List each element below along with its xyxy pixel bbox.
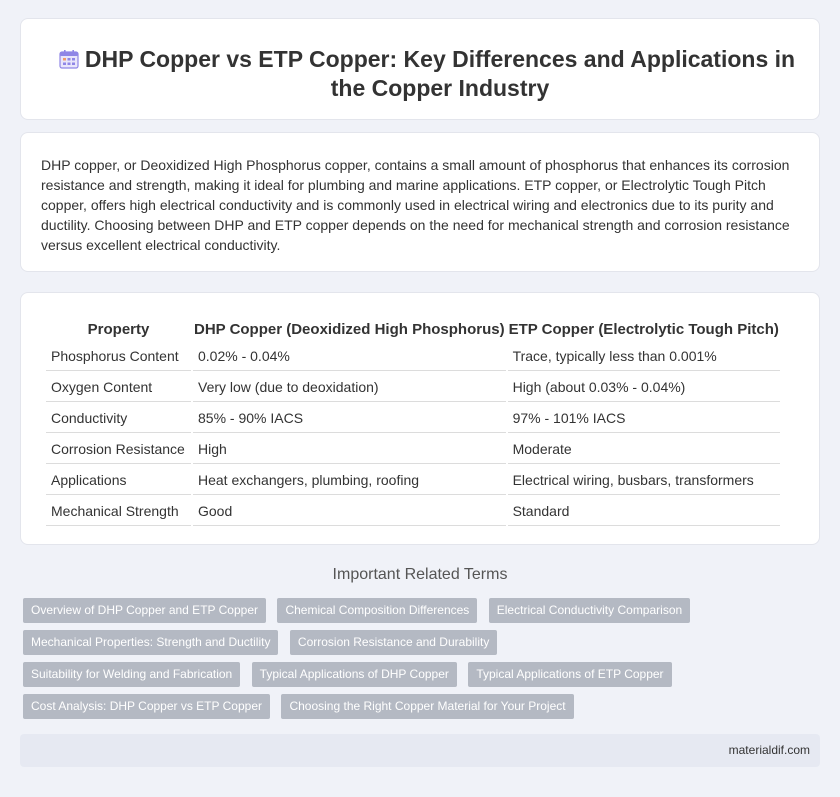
table-cell: Trace, typically less than 0.001%: [508, 342, 780, 371]
table-cell: 85% - 90% IACS: [193, 404, 506, 433]
page-title: DHP Copper vs ETP Copper: Key Differences and Applications in the Copper Industry: [84, 46, 796, 101]
table-cell: Heat exchangers, plumbing, roofing: [193, 466, 506, 495]
table-cell: High (about 0.03% - 0.04%): [508, 373, 780, 402]
table-row: [46, 404, 780, 433]
related-term-tag[interactable]: Suitability for Welding and Fabrication: [23, 662, 240, 687]
intro-paragraph: DHP copper, or Deoxidized High Phosphorus copper, contains a small amount of phosphorus that enhances its corrosion resistance and strength, making it ideal for plumbing and marine applications. ETP copper, or Electrolytic Tough Pitch copper, offers high electrical conductivity and is commonly used in electrical wiring and electronics due to its purity and ductility. Choosing between DHP and ETP copper depends on the need for mechanical strength and corrosion resistance versus excellent electrical conductivity.: [41, 157, 790, 253]
table-row: [46, 435, 780, 464]
header-card: [20, 18, 820, 120]
footer: [20, 734, 820, 767]
table-row: [46, 342, 780, 371]
header-etp: ETP Copper (Electrolytic Tough Pitch): [508, 321, 779, 338]
table-cell: Mechanical Strength: [46, 497, 191, 526]
related-term-tag[interactable]: Typical Applications of ETP Copper: [468, 662, 671, 687]
table-cell: Oxygen Content: [46, 373, 191, 402]
table-row: [46, 373, 780, 402]
header-dhp: DHP Copper (Deoxidized High Phosphorus): [194, 321, 505, 338]
related-term-tag[interactable]: Cost Analysis: DHP Copper vs ETP Copper: [23, 694, 270, 719]
table-cell: Phosphorus Content: [46, 342, 191, 371]
table-cell: 97% - 101% IACS: [508, 404, 780, 433]
table-cell: Very low (due to deoxidation): [193, 373, 506, 402]
related-terms-list: [23, 598, 723, 726]
related-terms-heading: Important Related Terms: [332, 566, 508, 583]
table-cell: 0.02% - 0.04%: [193, 342, 506, 371]
table-cell: High: [193, 435, 506, 464]
comparison-table-card: [20, 292, 820, 545]
table-cell: Electrical wiring, busbars, transformers: [508, 466, 780, 495]
table-cell: Good: [193, 497, 506, 526]
related-term-tag[interactable]: Choosing the Right Copper Material for Your Project: [281, 694, 573, 719]
table-cell: Corrosion Resistance: [46, 435, 191, 464]
table-row: [46, 497, 780, 526]
comparison-table: [44, 317, 782, 528]
related-term-tag[interactable]: Corrosion Resistance and Durability: [290, 630, 497, 655]
footer-site-link[interactable]: materialdif.com: [728, 743, 810, 757]
intro-card: [20, 132, 820, 272]
table-header-row: [46, 319, 780, 340]
related-term-tag[interactable]: Chemical Composition Differences: [277, 598, 477, 623]
related-term-tag[interactable]: Mechanical Properties: Strength and Ductility: [23, 630, 278, 655]
table-cell: Applications: [46, 466, 191, 495]
table-row: [46, 466, 780, 495]
calendar-icon: [59, 49, 79, 69]
related-term-tag[interactable]: Overview of DHP Copper and ETP Copper: [23, 598, 266, 623]
table-cell: Standard: [508, 497, 780, 526]
header-property: Property: [87, 321, 150, 338]
related-term-tag[interactable]: Electrical Conductivity Comparison: [489, 598, 690, 623]
related-term-tag[interactable]: Typical Applications of DHP Copper: [252, 662, 457, 687]
table-cell: Conductivity: [46, 404, 191, 433]
table-cell: Moderate: [508, 435, 780, 464]
